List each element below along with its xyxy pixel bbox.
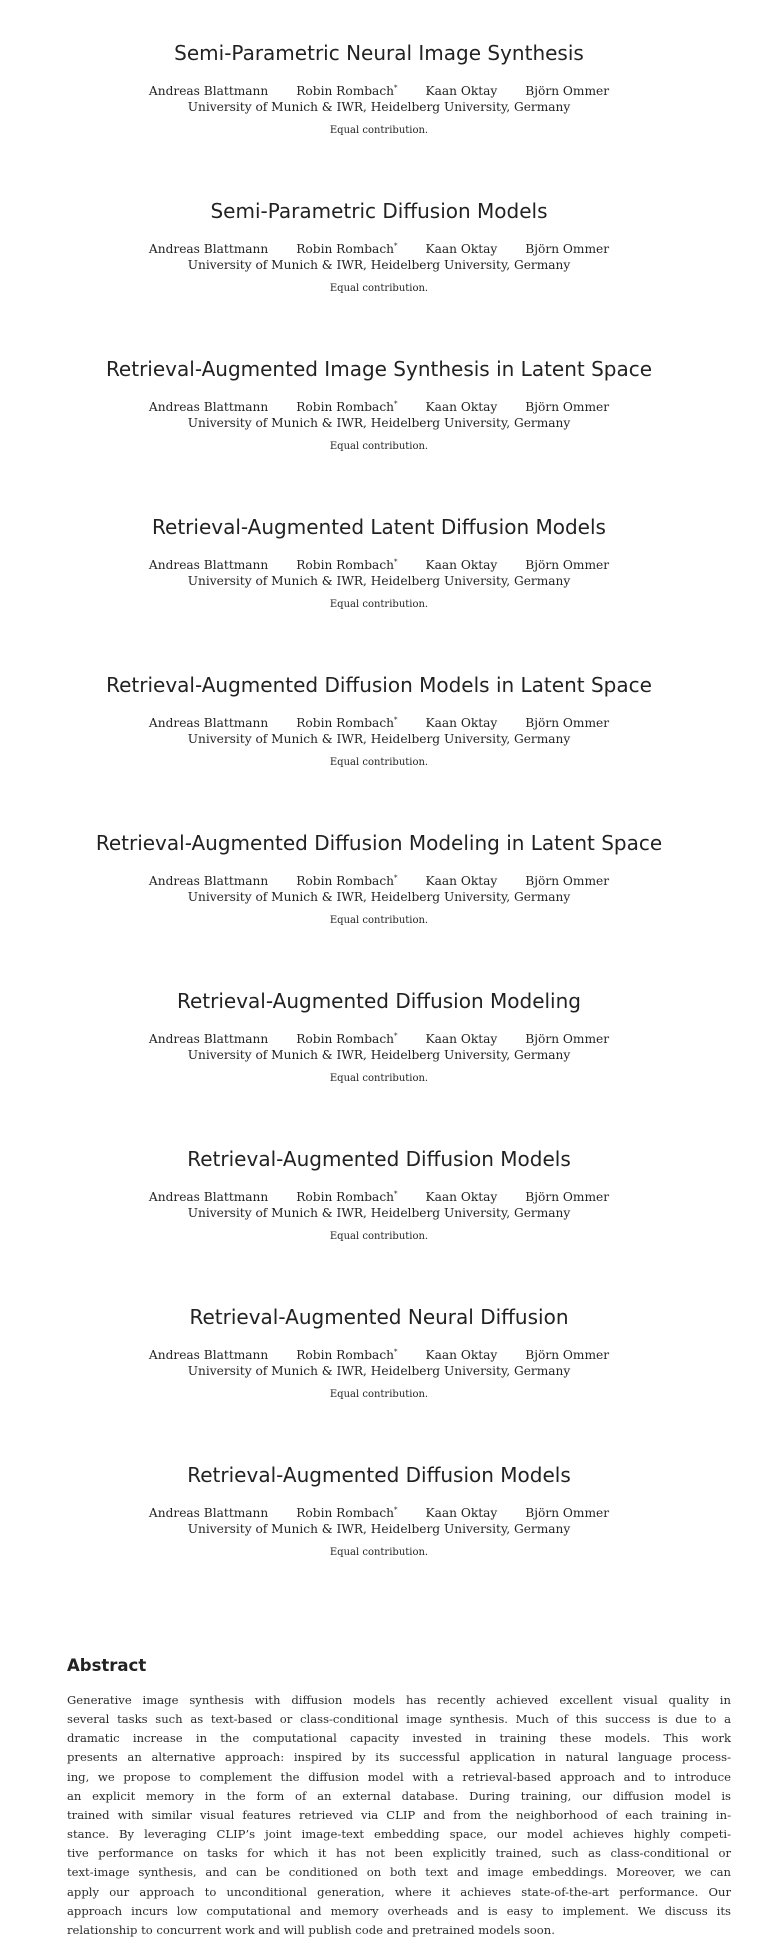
paper-title: Retrieval-Augmented Diffusion Modeling — [176, 989, 581, 1013]
author-name-text: Björn Ommer — [525, 1032, 610, 1046]
author-name — [296, 84, 397, 98]
author-name — [149, 1348, 268, 1362]
author-name-text: Robin Rombach — [296, 1032, 394, 1046]
title-block — [0, 40, 758, 138]
author-name-text: Björn Ommer — [525, 558, 610, 572]
abstract-line: presents an alternative approach: inspired by its successful application in natural language process- — [67, 1750, 731, 1765]
author-name-text: Kaan Oktay — [425, 716, 498, 730]
equal-contribution-mark: * — [394, 84, 398, 92]
equal-contribution-mark: * — [394, 1032, 398, 1040]
author-name-text: Kaan Oktay — [425, 1506, 498, 1520]
author-name-text: Kaan Oktay — [425, 400, 498, 414]
author-name-text: Kaan Oktay — [425, 1348, 498, 1362]
author-name — [525, 874, 609, 888]
author-name — [426, 874, 498, 888]
abstract-line: an explicit memory in the form of an external database. During training, our diffusion model is — [67, 1788, 731, 1803]
affiliation: University of Munich & IWR, Heidelberg University, Germany — [187, 258, 571, 272]
abstract-heading: Abstract — [67, 1656, 147, 1675]
title-block — [0, 1462, 758, 1560]
author-name — [426, 1506, 498, 1520]
author-name-text: Björn Ommer — [525, 1348, 610, 1362]
paper-title: Retrieval-Augmented Diffusion Models in Latent Space — [106, 673, 652, 697]
author-list — [0, 1031, 758, 1047]
title-block — [0, 672, 758, 770]
author-name — [426, 716, 498, 730]
author-list — [0, 557, 758, 573]
author-name-text: Andreas Blattmann — [148, 1190, 269, 1204]
abstract-line: several tasks such as text-based or class-conditional image synthesis. Much of this success is due to a — [67, 1712, 731, 1727]
author-name — [296, 400, 397, 414]
author-name-text: Andreas Blattmann — [148, 84, 269, 98]
abstract-line: approach incurs low computational and memory overheads and is easy to implement. We discuss its — [67, 1903, 731, 1918]
author-name — [296, 716, 397, 730]
affiliation: University of Munich & IWR, Heidelberg University, Germany — [187, 1522, 571, 1536]
author-name — [525, 1506, 609, 1520]
author-list — [0, 873, 758, 889]
author-name-text: Kaan Oktay — [425, 1190, 498, 1204]
equal-contribution-mark: * — [394, 242, 398, 250]
equal-contribution-note: Equal contribution. — [329, 1073, 429, 1084]
equal-contribution-note: Equal contribution. — [329, 283, 429, 294]
author-name — [426, 558, 498, 572]
author-name — [149, 1032, 268, 1046]
author-list — [0, 241, 758, 257]
author-list — [0, 1189, 758, 1205]
author-name-text: Kaan Oktay — [425, 874, 498, 888]
equal-contribution-mark: * — [394, 400, 398, 408]
author-name — [149, 400, 268, 414]
author-name-text: Andreas Blattmann — [148, 400, 269, 414]
author-name — [525, 716, 609, 730]
author-name-text: Björn Ommer — [525, 400, 610, 414]
author-name — [149, 1506, 268, 1520]
author-name-text: Björn Ommer — [525, 874, 610, 888]
author-name-text: Andreas Blattmann — [148, 874, 269, 888]
author-name-text: Robin Rombach — [296, 1190, 394, 1204]
author-name-text: Andreas Blattmann — [148, 1348, 269, 1362]
author-name-text: Björn Ommer — [525, 242, 610, 256]
author-name — [149, 1190, 268, 1204]
author-name — [149, 558, 268, 572]
equal-contribution-note: Equal contribution. — [329, 1389, 429, 1400]
equal-contribution-note: Equal contribution. — [329, 441, 429, 452]
title-block — [0, 1304, 758, 1402]
equal-contribution-note: Equal contribution. — [329, 1231, 429, 1242]
author-name — [426, 1190, 498, 1204]
author-name — [149, 242, 268, 256]
author-name — [296, 1190, 397, 1204]
author-name — [426, 400, 498, 414]
author-name-text: Robin Rombach — [296, 400, 394, 414]
author-name — [426, 242, 498, 256]
affiliation: University of Munich & IWR, Heidelberg University, Germany — [187, 732, 571, 746]
author-name-text: Robin Rombach — [296, 716, 394, 730]
abstract-body — [67, 1691, 731, 1940]
paper-title: Semi-Parametric Neural Image Synthesis — [174, 41, 584, 65]
abstract-line: tive performance on tasks for which it has not been explicitly trained, such as class-conditional or — [67, 1846, 731, 1861]
author-name-text: Björn Ommer — [525, 1506, 610, 1520]
author-name-text: Robin Rombach — [296, 84, 394, 98]
equal-contribution-note: Equal contribution. — [329, 915, 429, 926]
paper-title: Semi-Parametric Diffusion Models — [210, 199, 548, 223]
author-name-text: Andreas Blattmann — [148, 1506, 269, 1520]
paper-title: Retrieval-Augmented Latent Diffusion Models — [152, 515, 606, 539]
author-name — [149, 874, 268, 888]
author-list — [0, 715, 758, 731]
author-name — [296, 1032, 397, 1046]
author-name-text: Robin Rombach — [296, 874, 394, 888]
author-name-text: Andreas Blattmann — [148, 716, 269, 730]
author-name-text: Björn Ommer — [525, 84, 610, 98]
abstract-line: text-image synthesis, and can be conditioned on both text and image embeddings. Moreover, we can — [67, 1865, 731, 1880]
author-list — [0, 1347, 758, 1363]
author-name — [296, 1506, 397, 1520]
author-name — [525, 1348, 609, 1362]
equal-contribution-note: Equal contribution. — [329, 1547, 429, 1558]
title-block — [0, 514, 758, 612]
author-name — [426, 84, 498, 98]
affiliation: University of Munich & IWR, Heidelberg University, Germany — [187, 890, 571, 904]
title-block — [0, 1146, 758, 1244]
author-name-text: Andreas Blattmann — [148, 242, 269, 256]
author-name — [149, 716, 268, 730]
abstract-section — [67, 1655, 731, 1940]
author-name — [525, 1190, 609, 1204]
author-name-text: Andreas Blattmann — [148, 1032, 269, 1046]
affiliation: University of Munich & IWR, Heidelberg University, Germany — [187, 1206, 571, 1220]
equal-contribution-note: Equal contribution. — [329, 757, 429, 768]
author-name-text: Robin Rombach — [296, 242, 394, 256]
author-list — [0, 83, 758, 99]
author-name — [426, 1348, 498, 1362]
affiliation: University of Munich & IWR, Heidelberg University, Germany — [187, 416, 571, 430]
author-name-text: Robin Rombach — [296, 1348, 394, 1362]
title-block — [0, 830, 758, 928]
author-list — [0, 399, 758, 415]
author-name-text: Björn Ommer — [525, 1190, 610, 1204]
paper-title: Retrieval-Augmented Neural Diffusion — [189, 1305, 569, 1329]
abstract-line: Generative image synthesis with diffusion models has recently achieved excellent visual quality in — [67, 1693, 731, 1707]
author-name — [525, 1032, 609, 1046]
affiliation: University of Munich & IWR, Heidelberg University, Germany — [187, 1048, 571, 1062]
abstract-line: apply our approach to unconditional generation, where it achieves state-of-the-art performance. Our — [67, 1884, 731, 1899]
paper-title: Retrieval-Augmented Diffusion Modeling in Latent Space — [95, 831, 663, 855]
author-name-text: Kaan Oktay — [425, 84, 498, 98]
equal-contribution-mark: * — [394, 1506, 398, 1514]
abstract-line: ing, we propose to complement the diffusion model with a retrieval-based approach and to introduce — [67, 1769, 731, 1784]
author-name-text: Kaan Oktay — [425, 242, 498, 256]
equal-contribution-note: Equal contribution. — [329, 125, 429, 136]
author-name-text: Kaan Oktay — [425, 558, 498, 572]
equal-contribution-mark: * — [394, 558, 398, 566]
title-block — [0, 198, 758, 296]
equal-contribution-mark: * — [394, 1190, 398, 1198]
affiliation: University of Munich & IWR, Heidelberg University, Germany — [187, 1364, 571, 1378]
author-name-text: Robin Rombach — [296, 558, 394, 572]
paper-title: Retrieval-Augmented Image Synthesis in Latent Space — [105, 357, 653, 381]
author-name — [296, 874, 397, 888]
author-name-text: Robin Rombach — [296, 1506, 394, 1520]
author-name — [296, 558, 397, 572]
author-name — [296, 242, 397, 256]
author-name — [296, 1348, 397, 1362]
author-name — [525, 558, 609, 572]
equal-contribution-mark: * — [394, 716, 398, 724]
abstract-line: trained with similar visual features retrieved via CLIP and from the neighborhood of each training in- — [67, 1807, 731, 1822]
equal-contribution-note: Equal contribution. — [329, 599, 429, 610]
title-block — [0, 988, 758, 1086]
author-name — [426, 1032, 498, 1046]
abstract-line: relationship to concurrent work and will publish code and pretrained models soon. — [67, 1922, 555, 1937]
author-name — [149, 84, 268, 98]
affiliation: University of Munich & IWR, Heidelberg University, Germany — [187, 100, 571, 114]
abstract-line: dramatic increase in the computational capacity invested in training these models. This work — [67, 1731, 731, 1746]
paper-title: Retrieval-Augmented Diffusion Models — [187, 1147, 571, 1171]
author-name-text: Andreas Blattmann — [148, 558, 269, 572]
title-block — [0, 356, 758, 454]
author-name — [525, 242, 609, 256]
author-name — [525, 400, 609, 414]
abstract-line: stance. By leveraging CLIP’s joint image-text embedding space, our model achieves highly competi- — [67, 1827, 731, 1842]
author-list — [0, 1505, 758, 1521]
equal-contribution-mark: * — [394, 1348, 398, 1356]
equal-contribution-mark: * — [394, 874, 398, 882]
author-name — [525, 84, 609, 98]
affiliation: University of Munich & IWR, Heidelberg University, Germany — [187, 574, 571, 588]
paper-title: Retrieval-Augmented Diffusion Models — [187, 1463, 571, 1487]
author-name-text: Björn Ommer — [525, 716, 610, 730]
author-name-text: Kaan Oktay — [425, 1032, 498, 1046]
